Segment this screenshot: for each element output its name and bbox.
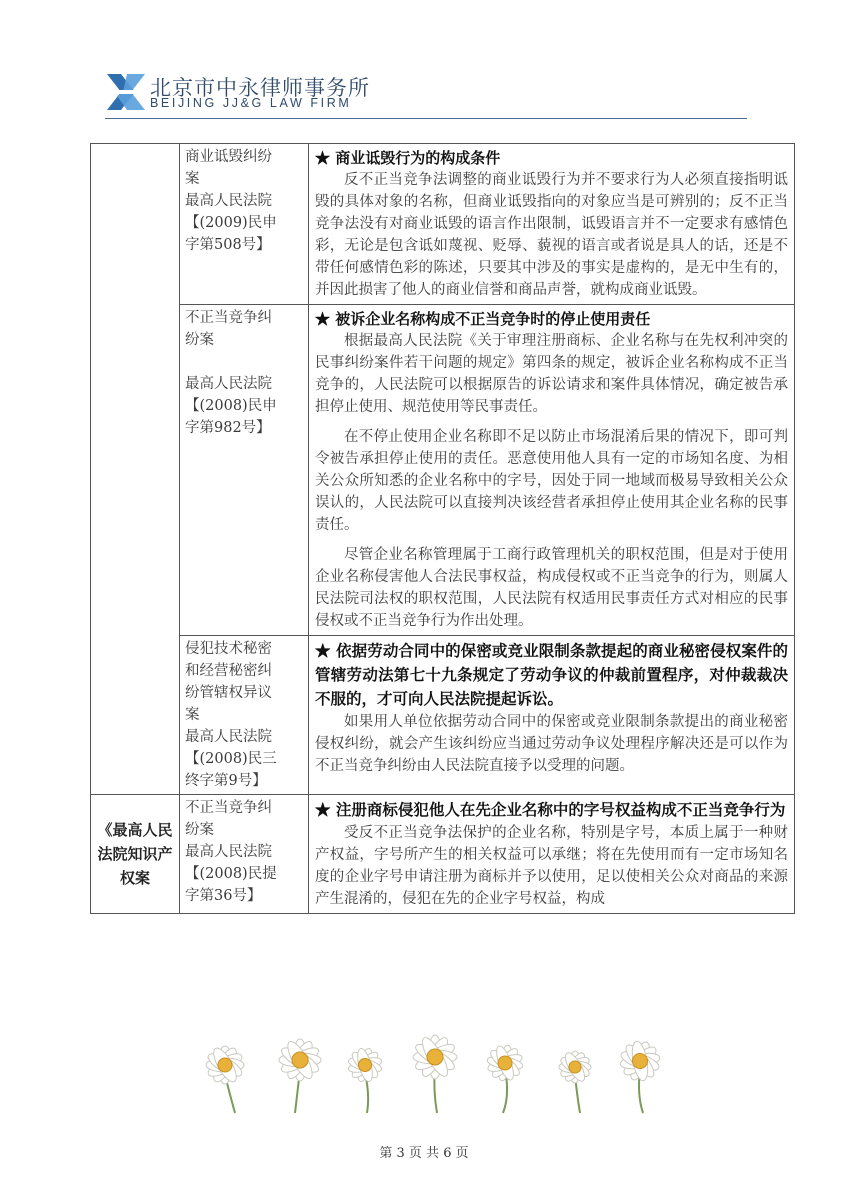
case-line: 最高人民法院: [185, 844, 272, 860]
case-content-cell: [309, 636, 795, 795]
case-name-cell: [180, 305, 309, 636]
group-cell-empty: [91, 144, 180, 795]
case-table: [90, 143, 795, 914]
rule-paragraph: 尽管企业名称管理属于工商行政管理机关的职权范围，但是对于使用企业名称侵害他人合法民事权益，构成侵权或不正当竞争的行为，则属人民法院司法权的职权范围，人民法院有权适用民事责任方式对相应的民事侵权或不正当竞争行为作出处理。: [315, 547, 788, 629]
case-line: 商业诋毁纠纷: [185, 149, 272, 165]
firm-name-cn: 北京市中永律师事务所: [150, 76, 370, 100]
rule-title: ★ 被诉企业名称构成不正当竞争时的停止使用责任: [315, 310, 651, 328]
jjg-logo-icon: [105, 72, 149, 112]
case-line: 字第508号】: [185, 237, 271, 253]
case-line: 【(2009)民申: [185, 215, 277, 231]
case-line: 最高人民法院: [185, 729, 272, 745]
case-line: 最高人民法院: [185, 376, 272, 392]
case-line: 字第36号】: [185, 888, 262, 904]
table-row: [91, 636, 795, 795]
table-row: [91, 795, 795, 914]
case-line: 纷案: [185, 822, 214, 838]
case-line: 不正当竞争纠: [185, 310, 272, 326]
rule-paragraph: 如果用人单位依据劳动合同中的保密或竞业限制条款提出的商业秘密侵权纠纷，就会产生该纠纷应当通过劳动争议处理程序解决还是可以作为不正当竞争纠纷由人民法院直接予以受理的问题。: [315, 714, 788, 774]
rule-paragraph: 受反不正当竞争法保护的企业名称，特别是字号，本质上属于一种财产权益，字号所产生的相关权益可以承继；将在先使用而有一定市场知名度的企业字号申请注册为商标并予以使用，足以使相关公众对商品的来源产生混淆的，侵犯在先的企业字号权益，构成: [315, 825, 788, 907]
group-label: 《最高人民法院知识产权案: [97, 821, 173, 887]
rule-title: ★ 注册商标侵犯他人在先企业名称中的字号权益构成不正当竞争行为: [315, 800, 786, 819]
table-row: [91, 305, 795, 636]
case-line: 最高人民法院: [185, 193, 272, 209]
case-line: 【(2008)民申: [185, 398, 277, 414]
case-line: 字第982号】: [185, 420, 271, 436]
case-line: [185, 351, 305, 373]
header-divider: [105, 118, 747, 119]
rule-paragraph: 反不正当竞争法调整的商业诋毁行为并不要求行为人必须直接指明诋毁的具体对象的名称，但商业诋毁指向的对象应当是可辨别的；反不正当竞争法没有对商业诋毁的语言作出限制，诋毁语言并不一定要求有感情色彩，无论是包含诋如蔑视、贬辱、藐视的语言或者说是具人的话，还是不带任何感情色彩的陈述，只要其中涉及的事实是虚构的，是无中生有的，并因此损害了他人的商业信誉和商品声誉，就构成商业诋毁。: [315, 172, 788, 298]
case-line: 案: [185, 171, 200, 187]
case-line: 纷管辖权异议: [185, 685, 272, 701]
firm-name-en: BEIJING JJ&G LAW FIRM: [150, 96, 352, 110]
case-content-cell: [309, 144, 795, 305]
table-row: [91, 144, 795, 305]
case-line: 和经营秘密纠: [185, 663, 272, 679]
case-line: 侵犯技术秘密: [185, 641, 272, 657]
case-line: 纷案: [185, 332, 214, 348]
case-name-cell: [180, 144, 309, 305]
rule-title: ★ 依据劳动合同中的保密或竞业限制条款提起的商业秘密侵权案件的管辖劳动法第七十九条规定了劳动争议的仲裁前置程序，对仲裁裁决不服的，才可向人民法院提起诉讼。: [315, 641, 788, 708]
case-name-cell: [180, 636, 309, 795]
daisy-flowers-icon: [185, 1025, 675, 1115]
case-line: 【(2008)民提: [185, 866, 277, 882]
case-line: 【(2008)民三: [185, 751, 277, 767]
case-line: 案: [185, 707, 200, 723]
case-content-cell: [309, 305, 795, 636]
rule-title: ★ 商业诋毁行为的构成条件: [315, 149, 501, 167]
case-content-cell: [309, 795, 795, 914]
case-name-cell: [180, 795, 309, 914]
case-line: 不正当竞争纠: [185, 800, 272, 816]
group-label-cell: [91, 795, 180, 914]
rule-paragraph: 根据最高人民法院《关于审理注册商标、企业名称与在先权利冲突的民事纠纷案件若干问题的规定》第四条的规定，被诉企业名称构成不正当竞争的，人民法院可以根据原告的诉讼请求和案件具体情况，确定被告承担停止使用、规范使用等民事责任。: [315, 333, 788, 415]
page-number: 第 3 页 共 6 页: [379, 1146, 469, 1161]
case-line: 终字第9号】: [185, 773, 267, 789]
rule-paragraph: 在不停止使用企业名称即不足以防止市场混淆后果的情况下，即可判令被告承担停止使用的责任。恶意使用他人具有一定的市场知名度、为相关公众所知悉的企业名称中的字号，因处于同一地域而极易导致相关公众误认的，人民法院可以直接判决该经营者承担停止使用其企业名称的民事责任。: [315, 429, 788, 533]
